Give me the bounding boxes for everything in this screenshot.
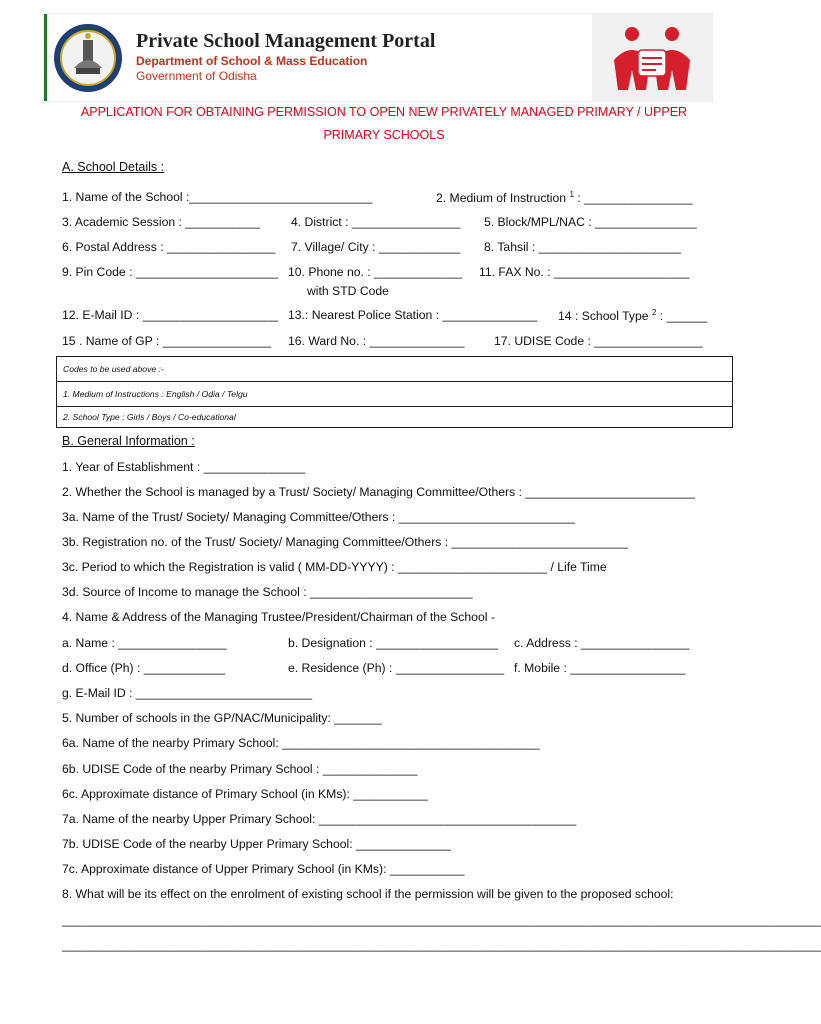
trustee-heading: 4. Name & Address of the Managing Trustee/President/Chairman of the School - <box>62 610 495 624</box>
nearby-primary-udise-field[interactable]: 6b. UDISE Code of the nearby Primary School : ______________ <box>62 762 418 776</box>
medium-blank: : ________________ <box>573 191 693 206</box>
postal-address-field[interactable]: 6. Postal Address : ________________ <box>62 240 276 254</box>
school-type-label: 14 : School Type <box>558 309 652 324</box>
village-city-field[interactable]: 7. Village/ City : ____________ <box>291 240 461 254</box>
trustee-mobile-field[interactable]: f. Mobile : _________________ <box>514 661 686 675</box>
nearby-upper-primary-udise-field[interactable]: 7b. UDISE Code of the nearby Upper Primary School: ______________ <box>62 837 451 851</box>
portal-header <box>44 14 712 101</box>
tahsil-field[interactable]: 8. Tahsil : _____________________ <box>484 240 681 254</box>
department-name: Department of School & Mass Education <box>136 54 368 68</box>
application-title-line-2: PRIMARY SCHOOLS <box>323 128 445 142</box>
trustee-name-field[interactable]: a. Name : ________________ <box>62 636 227 650</box>
schools-count-field[interactable]: 5. Number of schools in the GP/NAC/Municipality: _______ <box>62 711 382 725</box>
primary-distance-field[interactable]: 6c. Approximate distance of Primary School (in KMs): ___________ <box>62 787 428 801</box>
odisha-emblem-icon <box>52 22 124 94</box>
header-accent-bar <box>44 14 47 101</box>
upper-primary-distance-field[interactable]: 7c. Approximate distance of Upper Primary School (in KMs): ___________ <box>62 862 465 876</box>
trustee-residence-phone-field[interactable]: e. Residence (Ph) : ________________ <box>288 661 505 675</box>
section-a-heading: A. School Details : <box>62 160 165 174</box>
district-field[interactable]: 4. District : ________________ <box>291 215 461 229</box>
pin-code-field[interactable]: 9. Pin Code : _____________________ <box>62 265 279 279</box>
enrolment-effect-question: 8. What will be its effect on the enrolment of existing school if the permission will be given to the proposed school: <box>62 887 674 901</box>
phone-std-note: with STD Code <box>307 284 389 298</box>
registration-no-field[interactable]: 3b. Registration no. of the Trust/ Society/ Managing Committee/Others : __________________________ <box>62 535 628 549</box>
nearby-upper-primary-name-field[interactable]: 7a. Name of the nearby Upper Primary School: ______________________________________ <box>62 812 577 826</box>
codes-medium: 1. Medium of Instructions : English / Odia / Telgu <box>57 382 732 407</box>
codes-title: Codes to be used above :- <box>57 357 732 382</box>
registration-validity-field[interactable]: 3c. Period to which the Registration is valid ( MM-DD-YYYY) : ______________________ / Life Time <box>62 560 607 574</box>
trustee-email-field[interactable]: g. E-Mail ID : __________________________ <box>62 686 313 700</box>
email-field[interactable]: 12. E-Mail ID : ____________________ <box>62 308 279 322</box>
application-title-line-1: APPLICATION FOR OBTAINING PERMISSION TO OPEN NEW PRIVATELY MANAGED PRIMARY / UPPER <box>80 105 688 119</box>
trustee-office-phone-field[interactable]: d. Office (Ph) : ____________ <box>62 661 226 675</box>
government-name: Government of Odisha <box>136 69 257 83</box>
income-source-field[interactable]: 3d. Source of Income to manage the School : ________________________ <box>62 585 473 599</box>
udise-code-field[interactable]: 17. UDISE Code : ________________ <box>494 334 703 348</box>
managed-by-field[interactable]: 2. Whether the School is managed by a Trust/ Society/ Managing Committee/Others : _________________________ <box>62 485 695 499</box>
footnote-2: 2 <box>651 308 657 317</box>
codes-school-type: 2. School Type : Girls / Boys / Co-educational <box>63 412 236 422</box>
nearby-primary-name-field[interactable]: 6a. Name of the nearby Primary School: ______________________________________ <box>62 736 540 750</box>
trustee-designation-field[interactable]: b. Designation : __________________ <box>288 636 499 650</box>
school-type-blank: : ______ <box>656 309 708 324</box>
school-type-field[interactable] <box>558 308 707 323</box>
ward-no-field[interactable]: 16. Ward No. : ______________ <box>288 334 465 348</box>
medium-of-instruction-field[interactable] <box>436 190 693 205</box>
enrolment-effect-line-1[interactable]: ________________________________________________________________________________________________________________ <box>62 913 821 927</box>
section-b-heading: B. General Information : <box>62 434 195 448</box>
police-station-field[interactable]: 13.: Nearest Police Station : ______________ <box>288 308 538 322</box>
codes-table <box>56 356 733 428</box>
academic-session-field[interactable]: 3. Academic Session : ___________ <box>62 215 260 229</box>
school-name-field[interactable]: 1. Name of the School :___________________________ <box>62 190 373 204</box>
year-establishment-field[interactable]: 1. Year of Establishment : _______________ <box>62 460 306 474</box>
samagra-shiksha-logo-icon <box>602 20 702 96</box>
medium-label: 2. Medium of Instruction <box>436 191 570 206</box>
portal-title: Private School Management Portal <box>136 30 436 52</box>
trustee-address-field[interactable]: c. Address : ________________ <box>514 636 690 650</box>
fax-field[interactable]: 11. FAX No. : ____________________ <box>479 265 690 279</box>
trust-name-field[interactable]: 3a. Name of the Trust/ Society/ Managing Committee/Others : __________________________ <box>62 510 575 524</box>
footnote-1: 1 <box>569 190 574 199</box>
block-field[interactable]: 5. Block/MPL/NAC : _______________ <box>484 215 697 229</box>
enrolment-effect-line-2[interactable]: ________________________________________________________________________________________________________________ <box>62 938 821 952</box>
gp-name-field[interactable]: 15 . Name of GP : ________________ <box>62 334 272 348</box>
phone-field[interactable]: 10. Phone no. : _____________ <box>288 265 463 279</box>
